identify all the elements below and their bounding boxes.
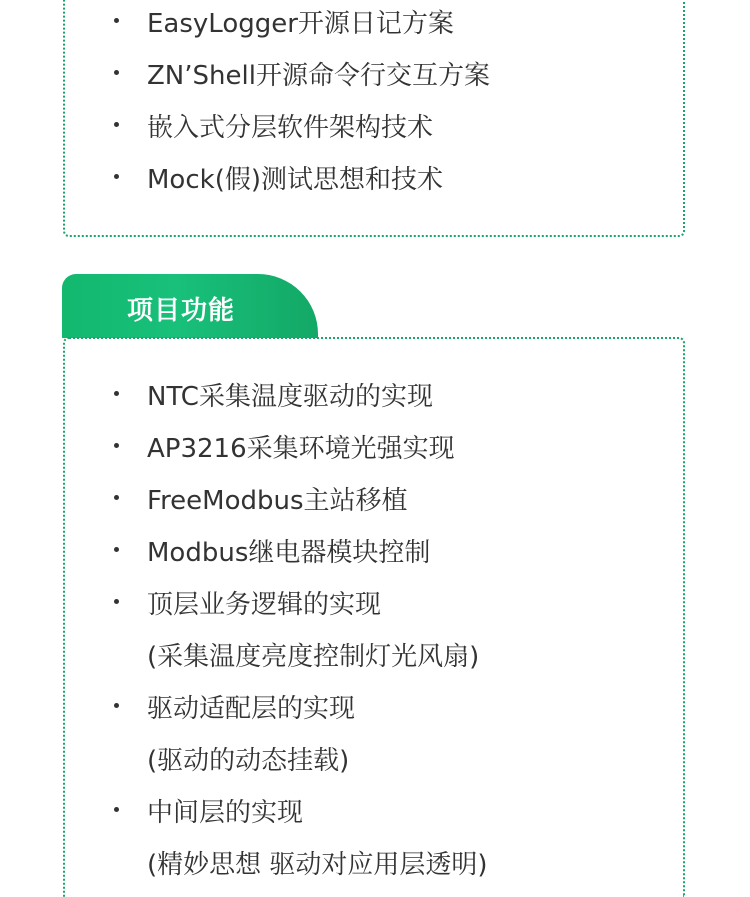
section-header-tab bbox=[62, 274, 318, 338]
bullet-icon bbox=[114, 599, 119, 604]
bullet-icon bbox=[114, 807, 119, 812]
list-item-text: AP3216采集环境光强实现 bbox=[147, 434, 455, 464]
bullet-icon bbox=[114, 122, 119, 127]
section-title: 项目功能 bbox=[127, 296, 236, 326]
list-item-text: FreeModbus主站移植 bbox=[147, 486, 408, 516]
bullet-icon bbox=[114, 174, 119, 179]
list-item-text: 中间层的实现 bbox=[147, 798, 304, 828]
list-item-text: Mock(假)测试思想和技术 bbox=[147, 165, 443, 195]
list-item-note-text: (精妙思想 驱动对应用层透明) bbox=[147, 850, 488, 880]
list-item-text: 嵌入式分层软件架构技术 bbox=[147, 113, 434, 143]
bullet-icon bbox=[114, 70, 119, 75]
bullet-icon bbox=[114, 18, 119, 23]
bullet-icon bbox=[114, 443, 119, 448]
list-item-text: ZN’Shell开源命令行交互方案 bbox=[147, 61, 490, 91]
list-item-text: EasyLogger开源日记方案 bbox=[147, 9, 454, 39]
list-item-note-text: (采集温度亮度控制灯光风扇) bbox=[147, 642, 480, 672]
bullet-icon bbox=[114, 391, 119, 396]
list-item-text: Modbus继电器模块控制 bbox=[147, 538, 431, 568]
list-item-text: 驱动适配层的实现 bbox=[147, 694, 356, 724]
list-item-text: 顶层业务逻辑的实现 bbox=[147, 590, 382, 620]
bullet-icon bbox=[114, 547, 119, 552]
bullet-icon bbox=[114, 703, 119, 708]
list-item-note-text: (驱动的动态挂载) bbox=[147, 746, 350, 776]
list-item-text: NTC采集温度驱动的实现 bbox=[147, 382, 433, 412]
bullet-icon bbox=[114, 495, 119, 500]
